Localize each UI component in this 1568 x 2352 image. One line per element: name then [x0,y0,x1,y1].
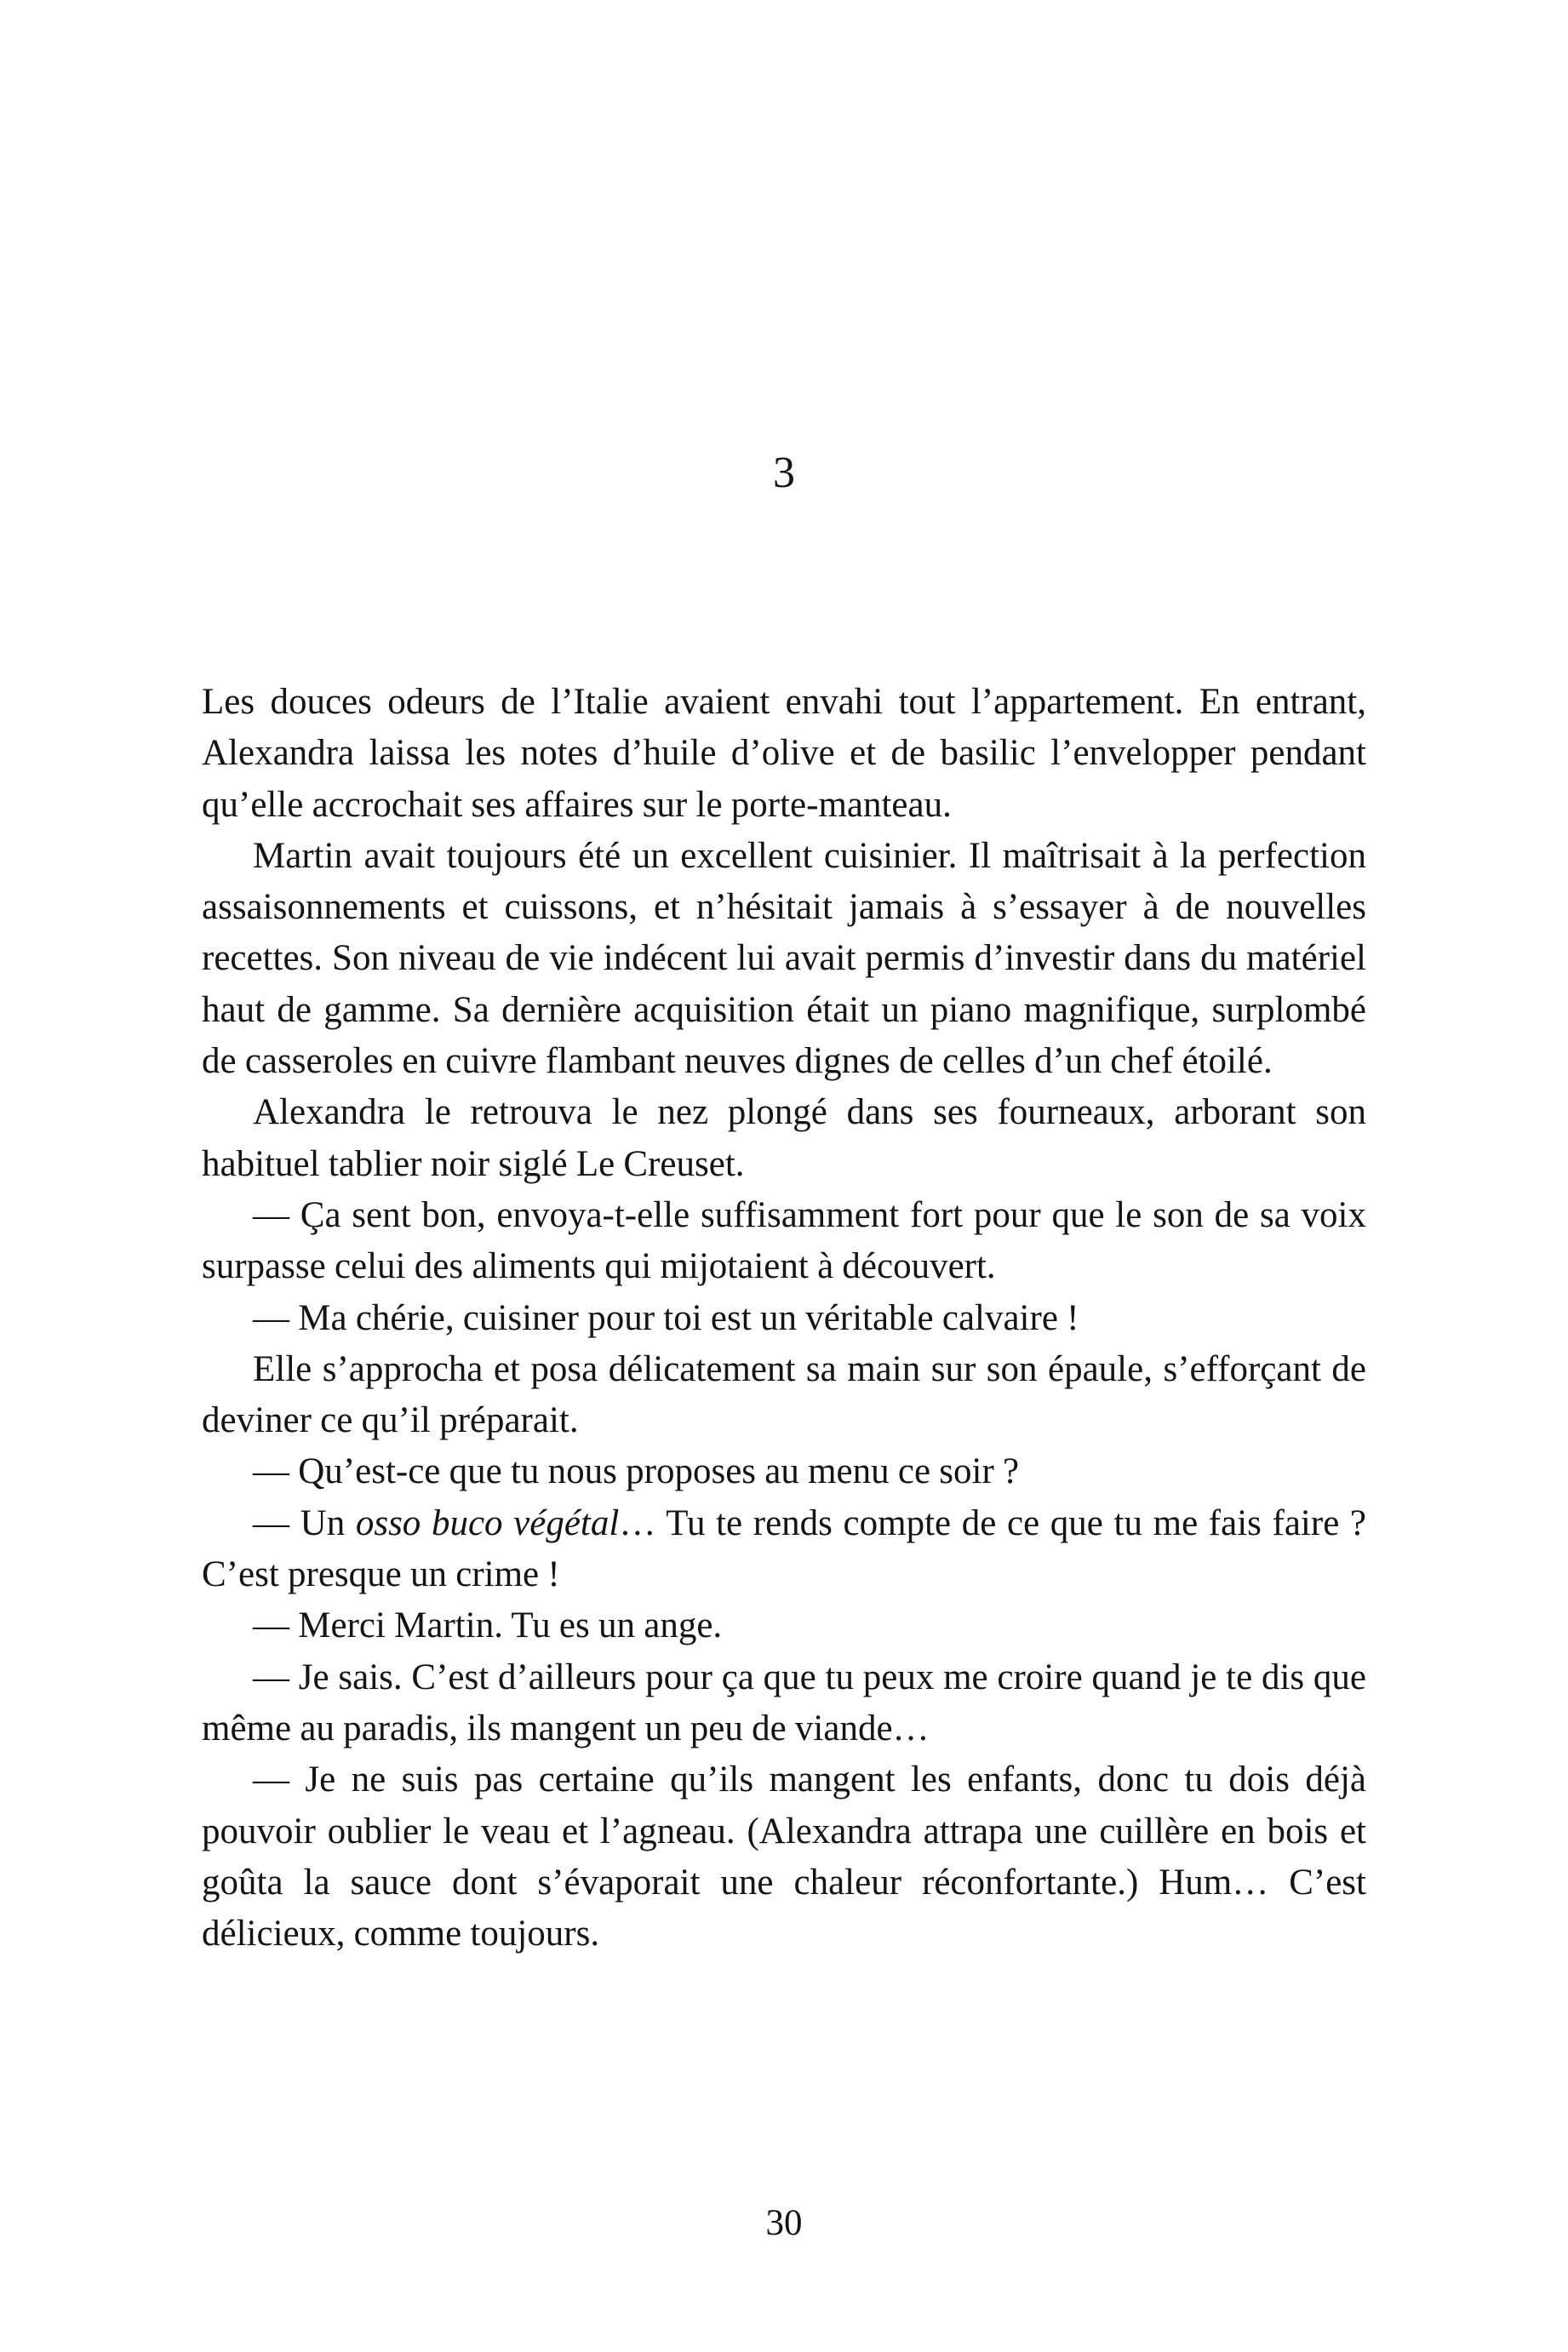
dialogue-line-1: — Ça sent bon, envoya-t-elle suffisamment fort pour que le son de sa voix surpasse celui des aliments qui mijotaient à découvert. [202,1194,1366,1287]
paragraph-1: Les douces odeurs de l’Italie avaient envahi tout l’appartement. En entrant, Alexandra laissa les notes d’huile d’olive et de basilic l’envelopper pendant qu’elle accrochait ses affaires sur le porte-manteau. [202,682,1366,825]
dialogue-line-7: — Je ne suis pas certaine qu’ils mangent les enfants, donc tu dois déjà pouvoir oublier le veau et l’agneau. (Alexandra attrapa une cuillère en bois et goûta la sauce dont s’évaporait une chaleur réconfortante.) Hum… C’est délicieux, comme toujours. [202,1760,1366,1954]
page-number: 30 [765,2203,803,2243]
chapter-number: 3 [773,449,795,497]
dialogue-line-5: — Merci Martin. Tu es un ange. [253,1605,723,1646]
dialogue-line-3: — Qu’est-ce que tu nous proposes au menu ce soir ? [253,1451,1020,1492]
dish-name-italic: osso buco végétal [355,1502,620,1543]
dialogue-line-6: — Je sais. C’est d’ailleurs pour ça que tu peux me croire quand je te dis que même au paradis, ils mangent un peu de viande… [202,1657,1366,1748]
dialogue-line-4 [202,1498,1366,1601]
dialogue-line-2: — Ma chérie, cuisiner pour toi est un véritable calvaire ! [253,1297,1079,1338]
paragraph-3: Alexandra le retrouva le nez plongé dans ses fourneaux, arborant son habituel tablier noir siglé Le Creuset. [202,1092,1366,1184]
dialogue-line-4-after: … Tu te rends compte de ce que tu me fais faire ? C’est presque un crime ! [202,1502,1367,1595]
paragraph-2: Martin avait toujours été un excellent cuisinier. Il maîtrisait à la perfection assaisonnements et cuissons, et n’hésitait jamais à s’essayer à de nouvelles recettes. Son niveau de vie indécent lui avait permis d’investir dans du matériel haut de gamme. Sa dernière acquisition était un piano magnifique, surplombé de casseroles en cuivre flambant neuves dignes de celles d’un chef étoilé. [202,835,1366,1082]
paragraph-4: Elle s’approcha et posa délicatement sa main sur son épaule, s’efforçant de deviner ce qu’il préparait. [202,1348,1366,1441]
dialogue-line-4-before: — Un [253,1502,356,1543]
body-text [202,677,1366,1960]
